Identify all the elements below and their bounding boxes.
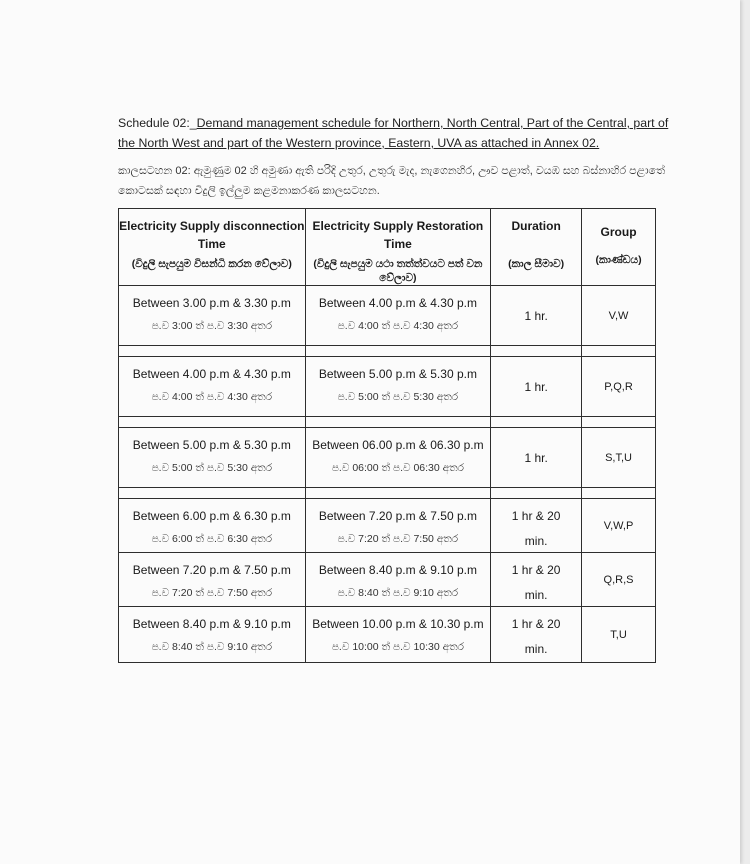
header-label-si: (කාල සීමාව): [508, 258, 565, 270]
duration-cell: 1 hr.: [491, 286, 582, 346]
duration-line-1: 1 hr & 20: [511, 509, 561, 523]
schedule-table: [118, 208, 656, 663]
group-cell: V,W: [582, 286, 656, 346]
table-row: [119, 499, 656, 553]
row-spacer: [119, 346, 656, 357]
restoration-time: Between 4.00 p.m & 4.30 p.m: [318, 296, 477, 310]
duration-line-1: 1 hr & 20: [511, 563, 561, 577]
group-cell: S,T,U: [582, 428, 656, 488]
disconnection-time-si: ප.ව 4:00 ත් ප.ව 4:30 අතර: [151, 391, 273, 403]
header-restoration: [305, 209, 491, 286]
restoration-time-si: ප.ව 5:00 ත් ප.ව 5:30 අතර: [337, 391, 459, 403]
restoration-time-si: ප.ව 10:00 ත් ප.ව 10:30 අතර: [331, 641, 464, 653]
header-label: Electricity Supply Restoration Time: [312, 219, 484, 251]
title-text: Demand management schedule for Northern, North Central, Part of the Central, part of the North West and part of the Western province, Eastern, UVA as attached in Annex 02.: [118, 116, 669, 150]
duration-cell: 1 hr.: [491, 357, 582, 417]
table-row: [119, 286, 656, 346]
group-cell: V,W,P: [582, 499, 656, 553]
duration-cell: [491, 553, 582, 607]
disconnection-time: Between 8.40 p.m & 9.10 p.m: [132, 617, 291, 631]
disconnection-time-si: ප.ව 3:00 ත් ප.ව 3:30 අතර: [151, 320, 273, 332]
header-disconnection: [119, 209, 306, 286]
disconnection-time: Between 7.20 p.m & 7.50 p.m: [132, 563, 291, 577]
group-cell: P,Q,R: [582, 357, 656, 417]
group-cell: T,U: [582, 607, 656, 663]
sinhala-heading: කාලසටහන 02: ඇමුණුම 02 හි අමුණා ඇති පරිදි උතුර, උතුරු මැද, නැගෙනහිර, ඌව පළාත්, වයඹ සහ බස්නාහිර පළාතේ කොටසක් සඳහා විදුලි ඉල්ලුම කළමනාකරණ කාලසටහන.: [118, 165, 666, 197]
disconnection-time: Between 3.00 p.m & 3.30 p.m: [132, 296, 291, 310]
duration-cell: [491, 499, 582, 553]
table-row: [119, 357, 656, 417]
restoration-time-si: ප.ව 8:40 ත් ප.ව 9:10 අතර: [337, 587, 459, 599]
disconnection-time: Between 6.00 p.m & 6.30 p.m: [132, 509, 291, 523]
header-label: Duration: [511, 219, 561, 233]
title-prefix: Schedule 02:_: [118, 116, 197, 130]
disconnection-time-si: ප.ව 7:20 ත් ප.ව 7:50 අතර: [151, 587, 273, 599]
restoration-time: Between 10.00 p.m & 10.30 p.m: [312, 617, 484, 631]
table-row: [119, 553, 656, 607]
disconnection-time: Between 4.00 p.m & 4.30 p.m: [132, 367, 291, 381]
header-group: [582, 209, 656, 286]
row-spacer: [119, 417, 656, 428]
group-cell: Q,R,S: [582, 553, 656, 607]
header-row: [119, 209, 656, 286]
table-row: [119, 607, 656, 663]
disconnection-time: Between 5.00 p.m & 5.30 p.m: [132, 438, 291, 452]
header-label: Electricity Supply disconnection Time: [119, 219, 305, 251]
row-spacer: [119, 488, 656, 499]
table-row: [119, 428, 656, 488]
header-label-si: (විදුලි සැපයුම විසන්ධි කරන වේලාව): [131, 258, 292, 270]
restoration-time: Between 06.00 p.m & 06.30 p.m: [312, 438, 484, 452]
disconnection-time-si: ප.ව 8:40 ත් ප.ව 9:10 අතර: [151, 641, 273, 653]
header-label-si: (කාණ්ඩය): [595, 254, 642, 266]
restoration-time: Between 8.40 p.m & 9.10 p.m: [318, 563, 477, 577]
header-duration: [491, 209, 582, 286]
restoration-time-si: ප.ව 7:20 ත් ප.ව 7:50 අතර: [337, 533, 459, 545]
header-label: Group: [600, 225, 637, 239]
duration-line-2: min.: [524, 534, 548, 548]
header-label-si: (විදුලි සැපයුම යථා තත්ත්වයට පත් වන වේලාව): [313, 258, 483, 284]
duration-line-2: min.: [524, 588, 548, 602]
restoration-time-si: ප.ව 06:00 ත් ප.ව 06:30 අතර: [331, 462, 464, 474]
duration-line-1: 1 hr & 20: [511, 617, 561, 631]
restoration-time: Between 7.20 p.m & 7.50 p.m: [318, 509, 477, 523]
disconnection-time-si: ප.ව 6:00 ත් ප.ව 6:30 අතර: [151, 533, 273, 545]
duration-cell: [491, 607, 582, 663]
restoration-time: Between 5.00 p.m & 5.30 p.m: [318, 367, 477, 381]
restoration-time-si: ප.ව 4:00 ත් ප.ව 4:30 අතර: [337, 320, 459, 332]
schedule-title: [118, 113, 678, 153]
disconnection-time-si: ප.ව 5:00 ත් ප.ව 5:30 අතර: [151, 462, 273, 474]
duration-line-2: min.: [524, 642, 548, 656]
duration-cell: 1 hr.: [491, 428, 582, 488]
